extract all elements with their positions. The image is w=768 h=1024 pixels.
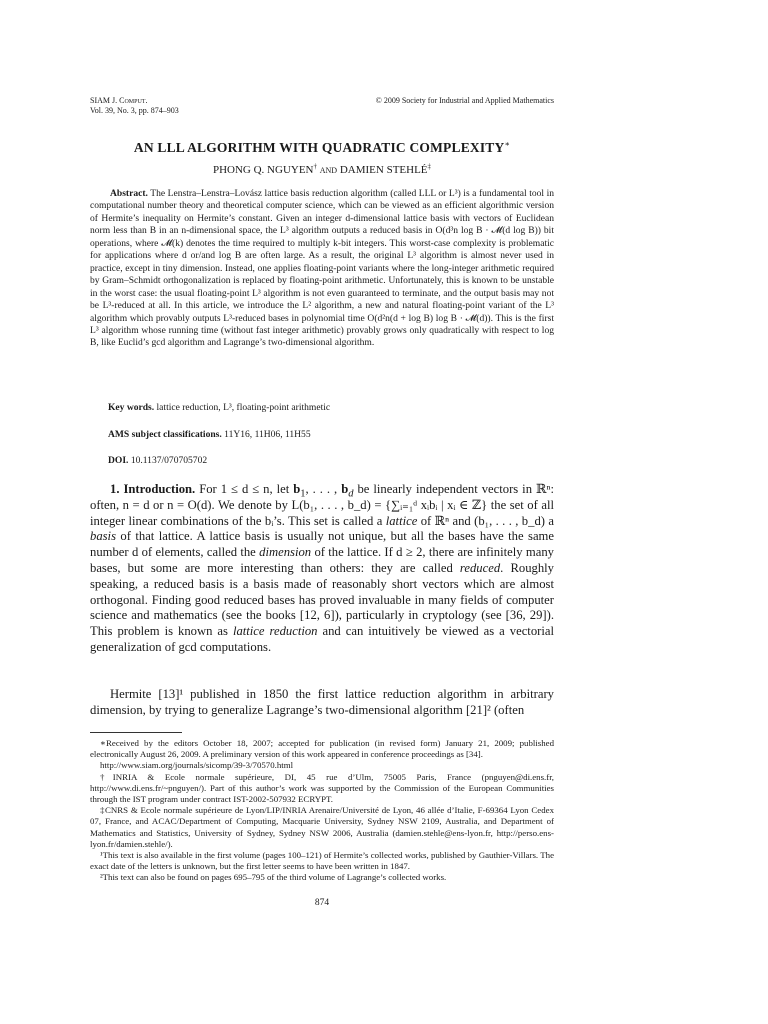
doi-text: 10.1137/070705702 xyxy=(130,455,208,466)
intro-paragraph-2: Hermite [13]¹ published in 1850 the first lattice reduction algorithm in arbitrary dimension, by trying to generalize Lagrange’s two-dimensional algorithm [21]² (often xyxy=(90,687,554,717)
title-text: AN LLL ALGORITHM WITH QUADRATIC COMPLEXITY xyxy=(133,140,505,155)
author-conjunction: and xyxy=(319,164,338,176)
section-heading: 1. Introduction. xyxy=(110,482,196,496)
ams-text: 11Y16, 11H06, 11H55 xyxy=(224,429,311,440)
footnotes xyxy=(90,738,554,884)
copyright-notice: © 2009 Society for Industrial and Applied Mathematics xyxy=(375,96,554,105)
author-stehle: DAMIEN STEHLÉ xyxy=(339,164,428,176)
footnote-lagrange: ²This text can also be found on pages 695–795 of the third volume of Lagrange’s collected works. xyxy=(100,872,447,883)
abstract xyxy=(90,188,554,350)
footnote-url: http://www.siam.org/journals/sicomp/39-3/70570.html xyxy=(100,760,294,771)
footnote-stehle-affiliation: ‡CNRS & Ecole normale supérieure de Lyon/LIP/INRIA Arenaire/Université de Lyon, 46 allée d’Italie, F-69364 Lyon Cedex 07, France, and ACAC/Department of Computing, Macquarie University, Sydney NSW 2109, Australia, and Department of Mathematics and Statistics, University of Sydney, Sydney NSW 2006, Australia (damien.stehle@ens-lyon.fr, http://perso.ens-lyon.fr/damien.stehle/). xyxy=(90,805,554,849)
doi-label: DOI. xyxy=(108,455,129,466)
journal-info xyxy=(90,96,179,116)
intro-emphasis: basis xyxy=(90,529,116,544)
volume-info: Vol. 39, No. 3, pp. 874–903 xyxy=(90,106,179,115)
author-nguyen-mark: † xyxy=(313,162,317,171)
doi xyxy=(108,455,207,466)
page-number: 874 xyxy=(314,898,330,908)
intro-emphasis: dimension xyxy=(259,545,312,560)
intro-emphasis: lattice xyxy=(385,513,418,528)
author-nguyen: PHONG Q. NGUYEN xyxy=(212,164,314,176)
intro-text: be linearly independent vectors in ℝⁿ: often, n = d or n = O(d). We denote by L(b₁, . . . , b_d) = {∑ᵢ₌₁ᵈ xᵢbᵢ | xᵢ ∈ ℤ} the set of all integer linear combinations of the bᵢ’s. This set is called a xyxy=(90,482,554,528)
intro-text: and can intuitively be viewed as a vectorial generalization of gcd computations. xyxy=(90,624,554,654)
intro-text: . Roughly speaking, a reduced basis is a basis made of reasonably short vectors which are almost orthogonal. Finding good reduced bases has proved invaluable in many fields of computer science and mathematics (see the books [12, 6]), particularly in cryptology (see [36, 29]). This problem is known as xyxy=(90,560,554,639)
intro-emphasis: reduced xyxy=(459,560,501,575)
intro-paragraph-1: 1. Introduction. For 1 ≤ d ≤ n, let $b_1$, . . . , $b_d$ be linearly independent vectors in ℝⁿ: often, n = d or n = O(d). We denote by L(b₁, . . . , b_d) = {∑ᵢ₌₁ᵈ xᵢbᵢ | xᵢ ∈ ℤ} the set of all integer linear combinations of the bᵢ’s. This set is called a lattice of ℝⁿ and (b₁, . . . , b_d) a basis of that lattice. A lattice basis is usually not unique, but all the bases have the same number d of elements, called the dimension of the lattice. If d ≥ 2, there are infinitely many bases, but some are more interesting than others: they are called reduced. Roughly speaking, a reduced basis is a basis made of reasonably short vectors which are almost orthogonal. Finding good reduced bases has proved invaluable in many fields of computer science and mathematics (see the books [12, 6]), particularly in cryptology (see [36, 29]). This problem is known as lattice reduction and can intuitively be viewed as a vectorial generalization of gcd computations. xyxy=(90,482,554,654)
journal-name: SIAM J. Comput. xyxy=(90,96,148,105)
intro-text: of that lattice. A lattice basis is usually not unique, but all the bases have the same number d of elements, called the xyxy=(90,529,554,560)
footnote-hermite: ¹This text is also available in the first volume (pages 100–121) of Hermite’s collected works, published by Gauthier-Villars. The exact date of the letters is unknown, but the first letter seems to have been written in 1847. xyxy=(90,850,554,872)
abstract-text: The Lenstra–Lenstra–Lovász lattice basis reduction algorithm (called LLL or L³) is a fundamental tool in computational number theory and theoretical computer science, which can be viewed as an efficient algorithmic version of Hermite’s inequality on Hermite’s constant. Given an integer d-dimensional lattice basis with vectors of Euclidean norm less than B in an n-dimensional space, the L³ algorithm outputs a reduced basis in O(d³n log B · 𝓜(d log B)) bit operations, where 𝓜(k) denotes the time required to multiply k-bit integers. This worst-case complexity is problematic for applications where d or/and log B are often large. As a result, the original L³ algorithm is almost never used in practice, except in tiny dimension. Instead, one applies floating-point variants where the long-integer arithmetic required by Gram–Schmidt orthogonalization is replaced by floating-point arithmetic. Unfortunately, this is known to be unstable in the worst case: the usual floating-point L³ algorithm is not even guaranteed to terminate, and the output basis may not be L³-reduced at all. In this article, we introduce the L² algorithm, a new and natural floating-point variant of the L³ algorithm which provably outputs L³-reduced bases in polynomial time O(d²n(d + log B) log B · 𝓜(d)). This is the first L³ algorithm whose running time (without fast integer arithmetic) provably grows only quadratically with respect to log B, like Euclid’s gcd algorithm and Lagrange’s two-dimensional algorithm. xyxy=(90,188,554,349)
keywords-text: lattice reduction, L³, floating-point arithmetic xyxy=(156,402,331,413)
footnote-rule xyxy=(90,732,182,733)
author-stehle-mark: ‡ xyxy=(427,162,432,171)
title-footnote-mark: ∗ xyxy=(504,139,511,149)
intro-vector: b xyxy=(293,482,301,496)
footnote-received: ∗Received by the editors October 18, 2007; accepted for publication (in revised form) January 21, 2009; published electronically August 26, 2009. A preliminary version of this work appeared in conference proceedings as [34]. xyxy=(90,738,554,760)
ams-label: AMS subject classifications. xyxy=(108,429,222,440)
abstract-label: Abstract. xyxy=(110,188,148,199)
ams-classifications xyxy=(108,429,311,440)
running-header xyxy=(90,96,554,116)
intro-text: of the lattice. If d ≥ 2, there are infinitely many bases, but some are more interesting than others: they are called xyxy=(90,545,554,575)
intro-text: For 1 ≤ d ≤ n, let xyxy=(199,482,294,496)
keywords-label: Key words. xyxy=(108,402,155,413)
footnote-nguyen-affiliation: †INRIA & Ecole normale supérieure, DI, 45 rue d’Ulm, 75005 Paris, France (pnguyen@di.ens.fr, http://www.di.ens.fr/~pnguyen/). Part of this author’s work was supported by the Commission of the European Communities through the IST program under contract IST-2002-507932 ECRYPT. xyxy=(90,771,554,805)
author-line xyxy=(90,164,554,176)
paper-title xyxy=(90,140,554,156)
keywords xyxy=(108,402,330,413)
intro-text: of ℝⁿ and (b₁, . . . , b_d) a xyxy=(420,513,554,528)
intro-emphasis: lattice reduction xyxy=(232,624,318,639)
